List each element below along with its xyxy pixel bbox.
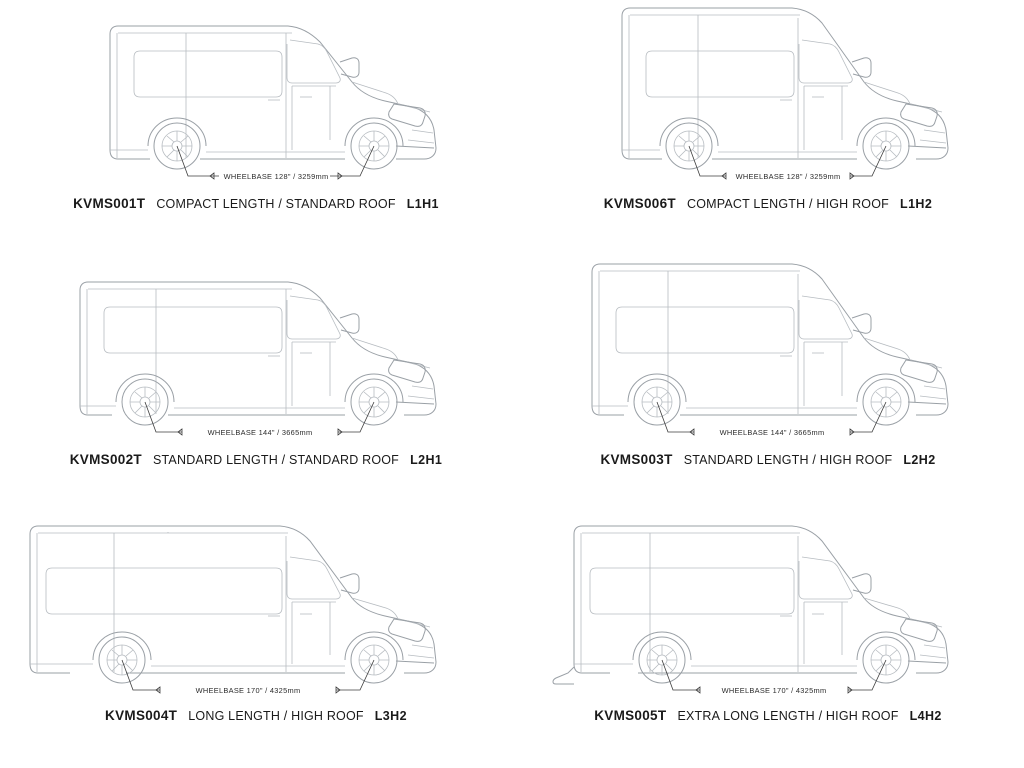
svg-text:WHEELBASE 144" / 3665mm [208,428,313,437]
model-description: LONG LENGTH / HIGH ROOF [188,709,364,723]
model-description: EXTRA LONG LENGTH / HIGH ROOF [677,709,899,723]
model-code: KVMS006T [603,196,676,211]
model-description: STANDARD LENGTH / HIGH ROOF [683,453,893,467]
model-card-kvms003t [512,256,1024,512]
model-card-kvms004t [0,512,512,768]
svg-text:WHEELBASE 128" / 3259mm [736,172,841,181]
model-code: KVMS005T [594,708,667,723]
model-code: KVMS002T [69,452,142,467]
svg-text:WHEELBASE 128" / 3259mm [224,172,329,181]
model-trim: L2H1 [410,453,443,467]
svg-text:WHEELBASE 170" / 4325mm [722,686,827,695]
model-trim: L1H2 [900,197,933,211]
model-caption [0,708,512,723]
model-description: COMPACT LENGTH / STANDARD ROOF [156,197,396,211]
van-illustration-extra-long-high-roof [512,512,1024,708]
wheelbase-dimension-text-2: WHEELBASE 128" / 3259mm [735,172,841,181]
model-caption [0,452,512,467]
model-trim: L3H2 [374,709,407,723]
model-trim: L2H2 [903,453,936,467]
wheelbase-dimension-text-3: WHEELBASE 144" / 3665mm [207,428,313,437]
model-code: KVMS003T [600,452,673,467]
model-card-kvms002t [0,256,512,512]
van-illustration-standard-standard-roof [0,256,512,452]
model-description: STANDARD LENGTH / STANDARD ROOF [152,453,400,467]
wheelbase-dimension-text-6: WHEELBASE 170" / 4325mm [721,686,827,695]
model-trim: L4H2 [909,709,942,723]
model-card-kvms006t [512,0,1024,256]
model-caption [512,196,1024,211]
wheelbase-dimension-text-4: WHEELBASE 144" / 3665mm [719,428,825,437]
model-caption [512,452,1024,467]
model-description: COMPACT LENGTH / HIGH ROOF [687,197,889,211]
model-trim: L1H1 [406,197,439,211]
model-card-kvms001t [0,0,512,256]
model-code: KVMS001T [73,196,146,211]
svg-text:WHEELBASE 144" / 3665mm [720,428,825,437]
van-illustration-long-high-roof [0,512,512,708]
van-illustration-compact-standard-roof [0,0,512,196]
model-card-kvms005t [512,512,1024,768]
model-caption [0,196,512,211]
van-illustration-standard-high-roof [512,256,1024,452]
model-code: KVMS004T [105,708,178,723]
wheelbase-dimension-text-1: WHEELBASE 128" / 3259mm [223,172,329,181]
svg-text:WHEELBASE 170" / 4325mm [196,686,301,695]
wheelbase-dimension-text-5: WHEELBASE 170" / 4325mm [195,686,301,695]
van-illustration-compact-high-roof [512,0,1024,196]
model-caption [512,708,1024,723]
